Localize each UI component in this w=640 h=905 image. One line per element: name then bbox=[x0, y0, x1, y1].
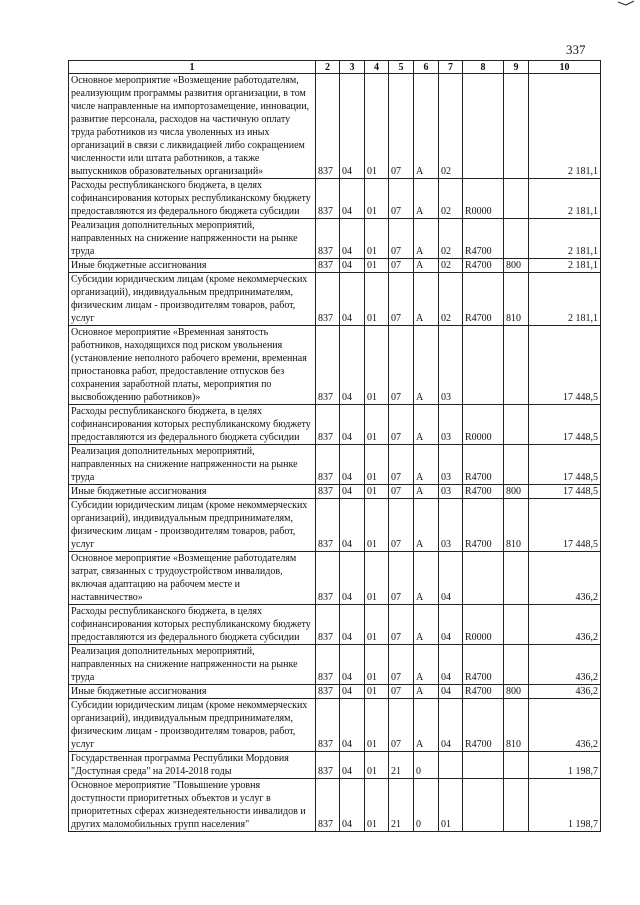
code-cell: А bbox=[414, 645, 439, 685]
table-row bbox=[69, 179, 601, 219]
row-name-cell: Субсидии юридическим лицам (кроме некоммерческих организаций), индивидуальным предпринимателям, физическим лицам - производителям товаров, работ, услуг bbox=[69, 699, 316, 752]
code-cell: 21 bbox=[389, 779, 414, 832]
code-cell: 01 bbox=[365, 499, 389, 552]
budget-table bbox=[68, 60, 601, 832]
amount-cell: 2 181,1 bbox=[529, 259, 601, 273]
code-cell: 01 bbox=[365, 445, 389, 485]
code-cell bbox=[463, 326, 504, 405]
amount-cell: 17 448,5 bbox=[529, 326, 601, 405]
row-name-cell: Основное мероприятие «Возмещение работодателям, реализующим программы развития организации, в том числе направленные на импортозамещение, инновации, развитие персонала, расходов на частичную оплату труда работников из числа уволенных из иных организаций в связи с ликвидацией либо сокращением численности или штата работников, а также выпускников образовательных организаций» bbox=[69, 74, 316, 179]
code-cell: 04 bbox=[340, 179, 365, 219]
code-cell bbox=[463, 552, 504, 605]
code-cell: А bbox=[414, 326, 439, 405]
col-header: 3 bbox=[340, 61, 365, 74]
code-cell: 02 bbox=[439, 259, 463, 273]
row-name-cell: Иные бюджетные ассигнования bbox=[69, 485, 316, 499]
table-row bbox=[69, 699, 601, 752]
code-cell: 04 bbox=[340, 485, 365, 499]
amount-cell: 1 198,7 bbox=[529, 752, 601, 779]
code-cell: R0000 bbox=[463, 605, 504, 645]
code-cell: 07 bbox=[389, 499, 414, 552]
code-cell: R0000 bbox=[463, 179, 504, 219]
code-cell: 04 bbox=[340, 779, 365, 832]
code-cell: 837 bbox=[316, 645, 340, 685]
amount-cell: 17 448,5 bbox=[529, 499, 601, 552]
code-cell: А bbox=[414, 552, 439, 605]
code-cell: 02 bbox=[439, 219, 463, 259]
amount-cell: 17 448,5 bbox=[529, 405, 601, 445]
code-cell: 04 bbox=[340, 259, 365, 273]
code-cell bbox=[504, 74, 529, 179]
code-cell: А bbox=[414, 485, 439, 499]
table-header-row bbox=[69, 61, 601, 74]
code-cell: 01 bbox=[365, 326, 389, 405]
code-cell: 800 bbox=[504, 259, 529, 273]
code-cell: А bbox=[414, 219, 439, 259]
code-cell: 837 bbox=[316, 405, 340, 445]
code-cell: 837 bbox=[316, 273, 340, 326]
code-cell: 837 bbox=[316, 605, 340, 645]
code-cell: 01 bbox=[439, 779, 463, 832]
row-name-cell: Основное мероприятие «Временная занятость работников, находящихся под риском увольнения (установление неполного рабочего времени, временная приостановка работ, предоставление отпусков без сохранения заработной платы, мероприятия по высвобождению работников)» bbox=[69, 326, 316, 405]
code-cell: 07 bbox=[389, 259, 414, 273]
code-cell: 837 bbox=[316, 326, 340, 405]
row-name-cell: Иные бюджетные ассигнования bbox=[69, 259, 316, 273]
amount-cell: 436,2 bbox=[529, 699, 601, 752]
row-name-cell: Основное мероприятие «Возмещение работодателям затрат, связанных с трудоустройством инвалидов, включая адаптацию на рабочем месте и наставничество» bbox=[69, 552, 316, 605]
code-cell: R4700 bbox=[463, 499, 504, 552]
code-cell: 04 bbox=[439, 645, 463, 685]
row-name-cell: Субсидии юридическим лицам (кроме некоммерческих организаций), индивидуальным предпринимателям, физическим лицам - производителям товаров, работ, услуг bbox=[69, 499, 316, 552]
code-cell: 837 bbox=[316, 74, 340, 179]
code-cell: 07 bbox=[389, 552, 414, 605]
code-cell: 0 bbox=[414, 779, 439, 832]
row-name-cell: Реализация дополнительных мероприятий, направленных на снижение напряженности на рынке труда bbox=[69, 645, 316, 685]
row-name-cell: Реализация дополнительных мероприятий, направленных на снижение напряженности на рынке труда bbox=[69, 445, 316, 485]
table-row bbox=[69, 499, 601, 552]
code-cell: 810 bbox=[504, 699, 529, 752]
code-cell: 03 bbox=[439, 405, 463, 445]
code-cell: 04 bbox=[439, 699, 463, 752]
code-cell: 04 bbox=[340, 552, 365, 605]
code-cell: 837 bbox=[316, 779, 340, 832]
table-row bbox=[69, 485, 601, 499]
code-cell: 04 bbox=[340, 74, 365, 179]
row-name-cell: Субсидии юридическим лицам (кроме некоммерческих организаций), индивидуальным предпринимателям, физическим лицам - производителям товаров, работ, услуг bbox=[69, 273, 316, 326]
code-cell: R4700 bbox=[463, 699, 504, 752]
code-cell: 01 bbox=[365, 605, 389, 645]
code-cell: А bbox=[414, 605, 439, 645]
table-row bbox=[69, 445, 601, 485]
code-cell bbox=[504, 645, 529, 685]
code-cell: 07 bbox=[389, 645, 414, 685]
code-cell bbox=[463, 74, 504, 179]
table-row bbox=[69, 259, 601, 273]
code-cell: 04 bbox=[340, 445, 365, 485]
code-cell: А bbox=[414, 179, 439, 219]
amount-cell: 2 181,1 bbox=[529, 74, 601, 179]
code-cell: 810 bbox=[504, 499, 529, 552]
code-cell: R4700 bbox=[463, 445, 504, 485]
code-cell: R0000 bbox=[463, 405, 504, 445]
row-name-cell: Иные бюджетные ассигнования bbox=[69, 685, 316, 699]
code-cell: 810 bbox=[504, 273, 529, 326]
amount-cell: 17 448,5 bbox=[529, 445, 601, 485]
code-cell: 837 bbox=[316, 445, 340, 485]
code-cell: А bbox=[414, 445, 439, 485]
col-header: 2 bbox=[316, 61, 340, 74]
table-row bbox=[69, 552, 601, 605]
code-cell: 837 bbox=[316, 485, 340, 499]
amount-cell: 17 448,5 bbox=[529, 485, 601, 499]
code-cell: 04 bbox=[439, 552, 463, 605]
code-cell: 07 bbox=[389, 699, 414, 752]
code-cell: 01 bbox=[365, 259, 389, 273]
table-row bbox=[69, 752, 601, 779]
code-cell: А bbox=[414, 405, 439, 445]
col-header: 9 bbox=[504, 61, 529, 74]
code-cell bbox=[504, 752, 529, 779]
code-cell: 07 bbox=[389, 273, 414, 326]
code-cell: 0 bbox=[414, 752, 439, 779]
code-cell: 01 bbox=[365, 779, 389, 832]
table-row bbox=[69, 779, 601, 832]
table-row bbox=[69, 273, 601, 326]
code-cell: 04 bbox=[340, 499, 365, 552]
row-name-cell: Расходы республиканского бюджета, в целях софинансирования которых республиканскому бюджету предоставляются из федерального бюджета субсидии bbox=[69, 179, 316, 219]
code-cell: 837 bbox=[316, 552, 340, 605]
code-cell: 07 bbox=[389, 685, 414, 699]
code-cell: А bbox=[414, 699, 439, 752]
col-header: 7 bbox=[439, 61, 463, 74]
row-name-cell: Основное мероприятие "Повышение уровня доступности приоритетных объектов и услуг в приоритетных сферах жизнедеятельности инвалидов и других маломобильных групп населения" bbox=[69, 779, 316, 832]
table-row bbox=[69, 645, 601, 685]
code-cell bbox=[504, 405, 529, 445]
amount-cell: 436,2 bbox=[529, 552, 601, 605]
code-cell: 01 bbox=[365, 552, 389, 605]
code-cell: 07 bbox=[389, 445, 414, 485]
code-cell: 03 bbox=[439, 499, 463, 552]
code-cell: 01 bbox=[365, 485, 389, 499]
code-cell: 01 bbox=[365, 645, 389, 685]
amount-cell: 2 181,1 bbox=[529, 219, 601, 259]
code-cell: 07 bbox=[389, 74, 414, 179]
amount-cell: 2 181,1 bbox=[529, 179, 601, 219]
code-cell: 837 bbox=[316, 219, 340, 259]
code-cell: 04 bbox=[340, 699, 365, 752]
code-cell: А bbox=[414, 259, 439, 273]
code-cell bbox=[504, 326, 529, 405]
amount-cell: 1 198,7 bbox=[529, 779, 601, 832]
code-cell: R4700 bbox=[463, 485, 504, 499]
code-cell: 04 bbox=[340, 405, 365, 445]
col-header: 5 bbox=[389, 61, 414, 74]
code-cell bbox=[463, 752, 504, 779]
code-cell: 01 bbox=[365, 219, 389, 259]
code-cell bbox=[504, 179, 529, 219]
code-cell: R4700 bbox=[463, 219, 504, 259]
code-cell: А bbox=[414, 685, 439, 699]
row-name-cell: Расходы республиканского бюджета, в целях софинансирования которых республиканскому бюджету предоставляются из федерального бюджета субсидии bbox=[69, 605, 316, 645]
code-cell bbox=[504, 605, 529, 645]
code-cell: 04 bbox=[340, 219, 365, 259]
code-cell: 02 bbox=[439, 273, 463, 326]
code-cell: 07 bbox=[389, 605, 414, 645]
amount-cell: 436,2 bbox=[529, 605, 601, 645]
code-cell: 837 bbox=[316, 685, 340, 699]
amount-cell: 2 181,1 bbox=[529, 273, 601, 326]
code-cell: 04 bbox=[340, 605, 365, 645]
code-cell: 03 bbox=[439, 485, 463, 499]
col-header: 4 bbox=[365, 61, 389, 74]
col-header: 8 bbox=[463, 61, 504, 74]
code-cell bbox=[504, 445, 529, 485]
code-cell bbox=[504, 219, 529, 259]
scan-mark-icon bbox=[616, 0, 636, 8]
code-cell: А bbox=[414, 499, 439, 552]
code-cell: R4700 bbox=[463, 685, 504, 699]
amount-cell: 436,2 bbox=[529, 685, 601, 699]
code-cell: 01 bbox=[365, 273, 389, 326]
code-cell: 03 bbox=[439, 326, 463, 405]
code-cell: А bbox=[414, 74, 439, 179]
code-cell: 04 bbox=[340, 685, 365, 699]
col-header: 6 bbox=[414, 61, 439, 74]
table-row bbox=[69, 74, 601, 179]
code-cell: 837 bbox=[316, 259, 340, 273]
col-header: 10 bbox=[529, 61, 601, 74]
code-cell: 01 bbox=[365, 74, 389, 179]
code-cell: 02 bbox=[439, 74, 463, 179]
code-cell: 800 bbox=[504, 485, 529, 499]
table-row bbox=[69, 219, 601, 259]
code-cell: R4700 bbox=[463, 259, 504, 273]
code-cell: 04 bbox=[340, 752, 365, 779]
table-row bbox=[69, 326, 601, 405]
code-cell: 04 bbox=[340, 326, 365, 405]
code-cell bbox=[439, 752, 463, 779]
code-cell: 21 bbox=[389, 752, 414, 779]
code-cell bbox=[504, 779, 529, 832]
col-header: 1 bbox=[69, 61, 316, 74]
row-name-cell: Реализация дополнительных мероприятий, направленных на снижение напряженности на рынке труда bbox=[69, 219, 316, 259]
code-cell: 837 bbox=[316, 499, 340, 552]
code-cell: 07 bbox=[389, 219, 414, 259]
row-name-cell: Расходы республиканского бюджета, в целях софинансирования которых республиканскому бюджету предоставляются из федерального бюджета субсидии bbox=[69, 405, 316, 445]
code-cell: 01 bbox=[365, 685, 389, 699]
code-cell: 04 bbox=[340, 273, 365, 326]
row-name-cell: Государственная программа Республики Мордовия "Доступная среда" на 2014-2018 годы bbox=[69, 752, 316, 779]
amount-cell: 436,2 bbox=[529, 645, 601, 685]
code-cell: 01 bbox=[365, 752, 389, 779]
code-cell: 04 bbox=[439, 685, 463, 699]
table-row bbox=[69, 605, 601, 645]
code-cell: 01 bbox=[365, 699, 389, 752]
code-cell: 837 bbox=[316, 179, 340, 219]
page-number: 337 bbox=[566, 42, 586, 57]
code-cell bbox=[504, 552, 529, 605]
code-cell: 07 bbox=[389, 326, 414, 405]
code-cell: 837 bbox=[316, 699, 340, 752]
code-cell: R4700 bbox=[463, 273, 504, 326]
code-cell: 03 bbox=[439, 445, 463, 485]
code-cell: А bbox=[414, 273, 439, 326]
code-cell: 837 bbox=[316, 752, 340, 779]
code-cell: 07 bbox=[389, 405, 414, 445]
code-cell: 04 bbox=[340, 645, 365, 685]
code-cell: 04 bbox=[439, 605, 463, 645]
code-cell: 07 bbox=[389, 485, 414, 499]
code-cell: 07 bbox=[389, 179, 414, 219]
code-cell: 800 bbox=[504, 685, 529, 699]
table-row bbox=[69, 405, 601, 445]
code-cell bbox=[463, 779, 504, 832]
code-cell: 02 bbox=[439, 179, 463, 219]
code-cell: 01 bbox=[365, 405, 389, 445]
table-row bbox=[69, 685, 601, 699]
code-cell: 01 bbox=[365, 179, 389, 219]
code-cell: R4700 bbox=[463, 645, 504, 685]
